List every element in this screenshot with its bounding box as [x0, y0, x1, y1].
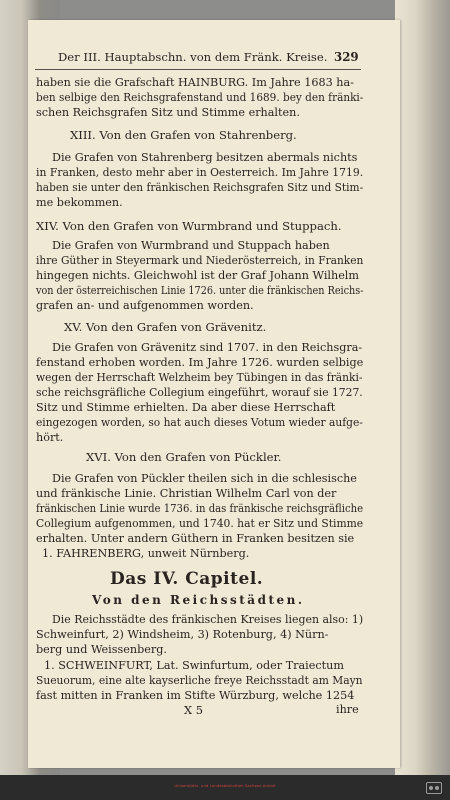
- library-logo-icon: [426, 782, 442, 794]
- text-line: grafen an- und aufgenommen worden.: [36, 299, 254, 312]
- text-line: fränkischen Linie wurde 1736. in das fränkische reichsgräfliche: [36, 502, 364, 515]
- page-number: 329: [334, 50, 359, 64]
- text-line: 1. SCHWEINFURT, Lat. Swinfurtum, oder Traiectum: [44, 659, 344, 672]
- text-line: eingezogen worden, so hat auch dieses Votum wieder aufge-: [36, 416, 363, 429]
- text-line: hingegen nichts. Gleichwohl ist der Graf Johann Wilhelm: [36, 269, 359, 282]
- catchword: ihre: [336, 703, 359, 716]
- text-line: und fränkische Linie. Christian Wilhelm Carl von der: [36, 487, 337, 500]
- text-line: Die Grafen von Grävenitz sind 1707. in den Reichsgra-: [52, 341, 363, 354]
- header-rule: [35, 69, 361, 70]
- text-line: wegen der Herrschaft Welzheim bey Tübingen in das fränki-: [36, 371, 363, 384]
- scan-right-margin: [395, 0, 450, 775]
- text-line: hört.: [36, 431, 64, 444]
- text-line: Die Reichsstädte des fränkischen Kreises liegen also: 1): [52, 613, 364, 626]
- signature-mark: X 5: [184, 703, 203, 717]
- text-line: haben sie die Grafschaft HAINBURG. Im Jahre 1683 ha-: [36, 76, 354, 89]
- text-line: schen Reichsgrafen Sitz und Stimme erhalten.: [36, 106, 300, 119]
- text-line: me bekommen.: [36, 196, 123, 209]
- text-line: 1. FAHRENBERG, unweit Nürnberg.: [42, 547, 250, 560]
- text-line: fenstand erhoben worden. Im Jahre 1726. wurden selbige: [36, 356, 364, 369]
- text-line: haben sie unter den fränkischen Reichsgrafen Sitz und Stim-: [36, 181, 364, 194]
- viewer-footer: [0, 775, 450, 800]
- running-head: Der III. Hauptabschn. von dem Fränk. Kreise.: [58, 50, 328, 64]
- section-heading: XIV. Von den Grafen von Wurmbrand und Stuppach.: [36, 219, 342, 233]
- text-line: Die Grafen von Wurmbrand und Stuppach haben: [52, 239, 330, 252]
- text-line: Sueuorum, eine alte kayserliche freye Reichsstadt am Mayn: [36, 674, 363, 687]
- text-line: erhalten. Unter andern Güthern in Franken besitzen sie: [36, 532, 355, 545]
- chapter-title: Das IV. Capitel.: [110, 569, 264, 589]
- text-line: Sitz und Stimme erhielten. Da aber diese Herrschaft: [36, 401, 336, 414]
- section-heading: XVI. Von den Grafen von Pückler.: [86, 450, 282, 464]
- library-credit: Universitäts- und Landesbibliothek Sachsen-Anhalt: [174, 784, 276, 788]
- text-line: Schweinfurt, 2) Windsheim, 3) Rotenburg, 4) Nürn-: [36, 628, 329, 641]
- text-line: fast mitten in Franken im Stifte Würzburg, welche 1254: [36, 689, 355, 702]
- text-line: berg und Weissenberg.: [36, 643, 167, 656]
- text-line: Collegium aufgenommen, und 1740. hat er Sitz und Stimme: [36, 517, 364, 530]
- text-line: in Franken, desto mehr aber in Oesterreich. Im Jahre 1719.: [36, 166, 364, 179]
- text-line: ihre Güther in Steyermark und Niederösterreich, in Franken: [36, 254, 364, 267]
- section-heading: XV. Von den Grafen von Grävenitz.: [64, 320, 267, 334]
- text-line: Die Grafen von Pückler theilen sich in die schlesische: [52, 472, 357, 485]
- text-line: Die Grafen von Stahrenberg besitzen abermals nichts: [52, 151, 358, 164]
- text-line: von der österreichischen Linie 1726. unter die fränkischen Reichs-: [36, 284, 364, 297]
- chapter-subtitle: Von den Reichsstädten.: [92, 593, 305, 607]
- section-heading: XIII. Von den Grafen von Stahrenberg.: [70, 128, 297, 142]
- text-line: ben selbige den Reichsgrafenstand und 1689. bey den fränki-: [36, 91, 364, 104]
- text-line: sche reichsgräfliche Collegium eingeführt, worauf sie 1727.: [36, 386, 363, 399]
